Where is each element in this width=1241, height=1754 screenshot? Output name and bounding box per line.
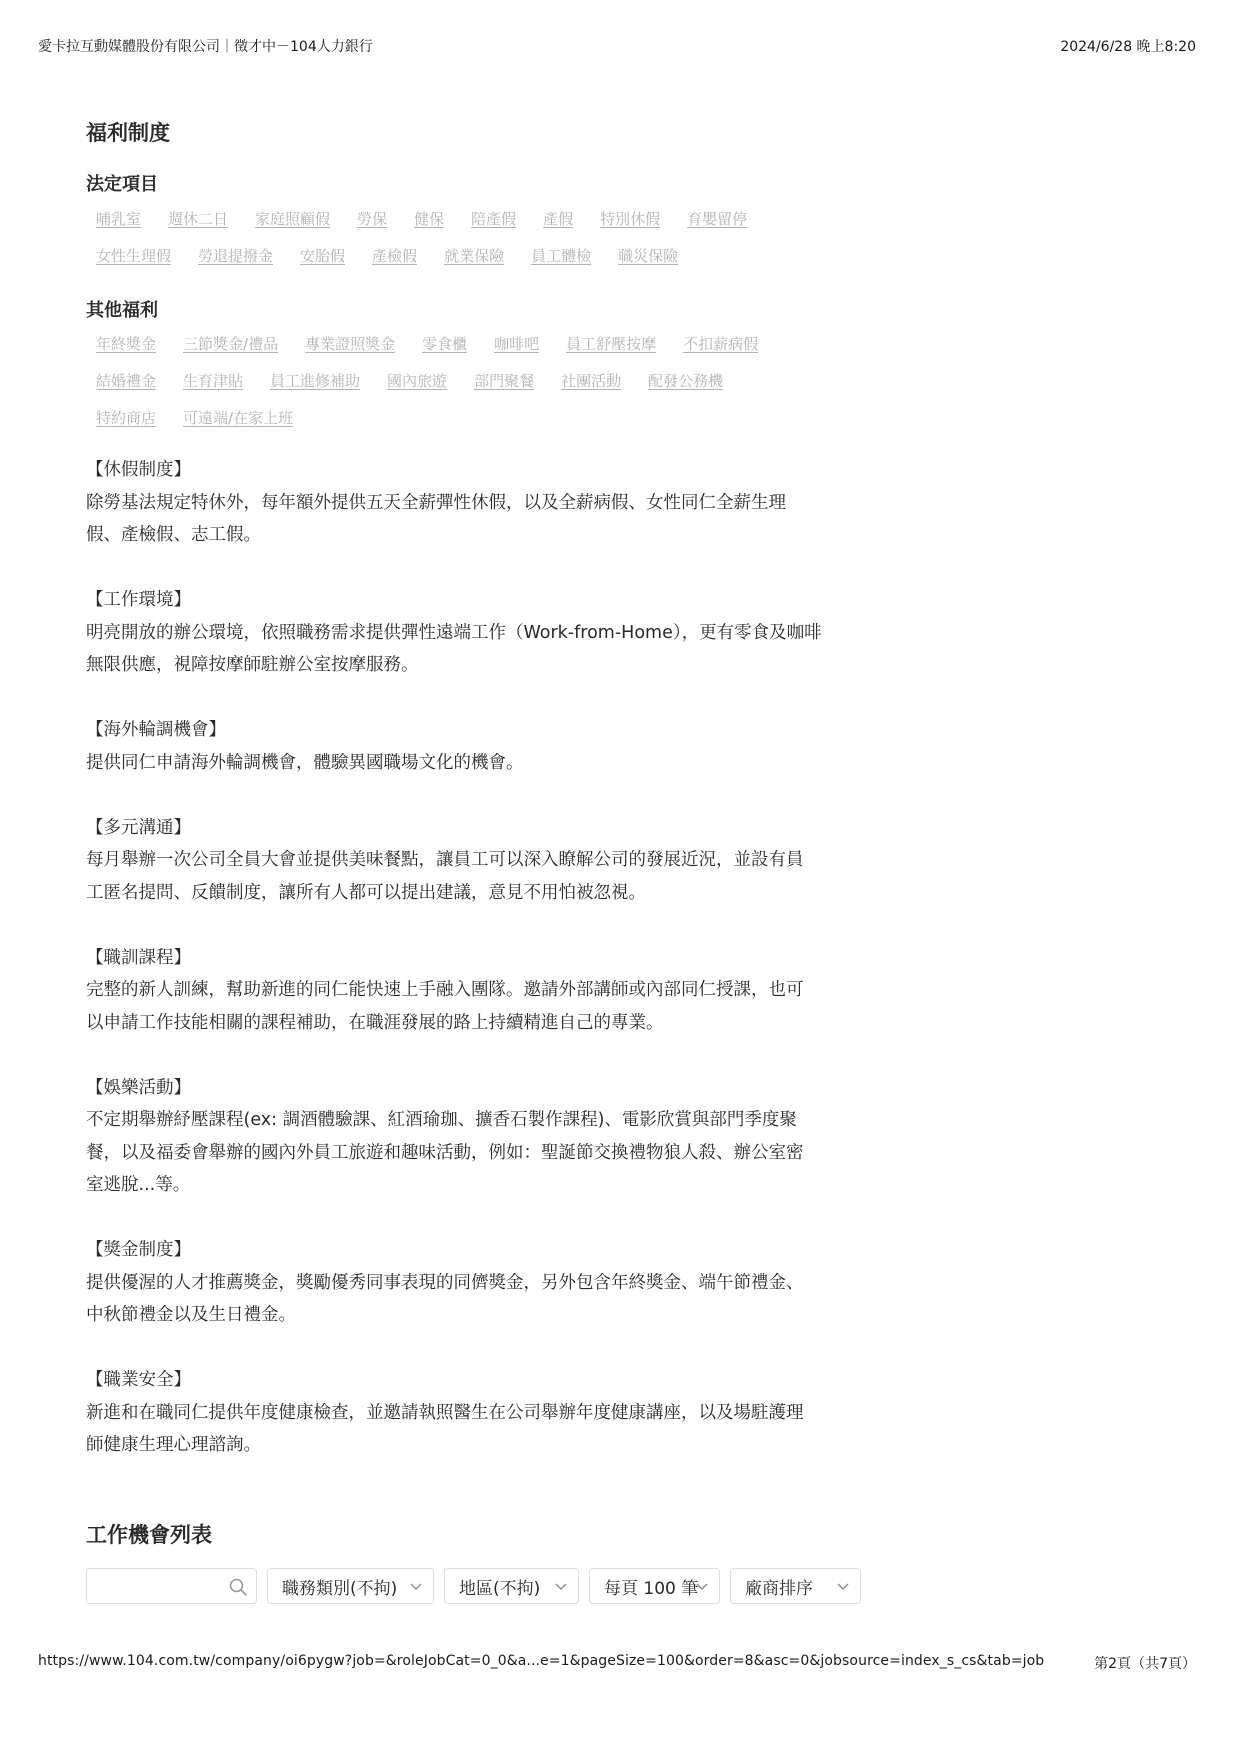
- job-search-box: [86, 1568, 257, 1604]
- benefit-section-title: 【娛樂活動】: [86, 1077, 191, 1098]
- benefit-section-text: 室逃脫...等。: [86, 1175, 191, 1195]
- benefit-tag-link[interactable]: 特別休假: [600, 210, 661, 228]
- benefit-tag-link[interactable]: 結婚禮金: [96, 372, 157, 390]
- chevron-down-icon: [695, 1579, 709, 1593]
- area-label: 地區(不拘): [459, 1578, 541, 1599]
- page-size-select[interactable]: [589, 1568, 720, 1604]
- benefit-section-text: 每月舉辦一次公司全員大會並提供美味餐點，讓員工可以深入瞭解公司的發展近況，並設有員: [86, 850, 804, 870]
- benefit-tag-link[interactable]: 社團活動: [561, 372, 622, 390]
- page-footer-page-number: 第2頁（共7頁）: [1094, 1656, 1196, 1672]
- benefit-section-text: 明亮開放的辦公環境，依照職務需求提供彈性遠端工作（Work-from-Home），更有零食及咖啡: [86, 622, 822, 643]
- benefit-tag-link[interactable]: 育嬰留停: [687, 210, 748, 228]
- benefit-tag-link[interactable]: 員工體檢: [531, 247, 592, 265]
- benefit-section-title: 【休假制度】: [86, 460, 191, 480]
- benefit-section-text: 不定期舉辦紓壓課程(ex: 調酒體驗課、紅酒瑜珈、擴香石製作課程)、電影欣賞與部門季度聚: [86, 1110, 797, 1130]
- benefit-section: [86, 454, 866, 552]
- benefit-section: [86, 1234, 866, 1332]
- benefit-section-text: 工匿名提問、反饋制度，讓所有人都可以提出建議，意見不用怕被忽視。: [86, 882, 646, 903]
- benefit-section-text: 提供同仁申請海外輪調機會，體驗異國職場文化的機會。: [86, 752, 524, 773]
- other-tags-row-3: [96, 407, 320, 428]
- benefit-tag-link[interactable]: 員工舒壓按摩: [566, 335, 657, 353]
- benefit-section-title: 【職業安全】: [86, 1370, 191, 1390]
- job-category-label: 職務類別(不拘): [282, 1578, 398, 1599]
- benefit-tag-link[interactable]: 家庭照顧假: [255, 210, 331, 228]
- benefit-tag-link[interactable]: 零食櫃: [422, 335, 468, 353]
- chevron-down-icon: [554, 1579, 568, 1593]
- benefit-tag-link[interactable]: 配發公務機: [648, 372, 724, 390]
- benefit-tag-link[interactable]: 專業證照獎金: [305, 335, 396, 353]
- benefit-section-text: 除勞基法規定特休外，每年額外提供五天全薪彈性休假，以及全薪病假、女性同仁全薪生理: [86, 492, 786, 513]
- other-benefits-title: 其他福利: [86, 300, 158, 321]
- job-category-select[interactable]: [267, 1568, 434, 1604]
- benefit-section-text: 無限供應，視障按摩師駐辦公室按摩服務。: [86, 655, 419, 675]
- benefit-tag-link[interactable]: 陪產假: [471, 210, 517, 228]
- sort-select[interactable]: [730, 1568, 861, 1604]
- search-icon[interactable]: [228, 1577, 248, 1597]
- benefit-tag-link[interactable]: 職災保險: [618, 247, 679, 265]
- benefit-tag-link[interactable]: 特約商店: [96, 409, 157, 427]
- benefit-tag-link[interactable]: 就業保險: [444, 247, 505, 265]
- benefit-tag-link[interactable]: 國內旅遊: [387, 372, 448, 390]
- benefit-section: [86, 714, 866, 779]
- benefit-section: [86, 1364, 866, 1462]
- benefit-section: [86, 1072, 866, 1202]
- benefit-section: [86, 584, 866, 682]
- benefit-section-text: 餐，以及福委會舉辦的國內外員工旅遊和趣味活動，例如：聖誕節交換禮物狼人殺、辦公室密: [86, 1142, 804, 1163]
- job-search-input[interactable]: [97, 1576, 221, 1596]
- benefit-tag-link[interactable]: 勞退提撥金: [198, 247, 274, 265]
- benefit-section-text: 新進和在職同仁提供年度健康檢查，並邀請執照醫生在公司舉辦年度健康講座，以及場駐護理: [86, 1402, 804, 1423]
- legal-tags-row-1: [96, 208, 774, 229]
- page-footer-url: https://www.104.com.tw/company/oi6pygw?job=&roleJobCat=0_0&a...e=1&pageSize=100&order=8&asc=0&jobsource=index_s_cs&tab=job: [38, 1653, 1045, 1669]
- benefit-section: [86, 942, 866, 1040]
- benefit-section-title: 【海外輪調機會】: [86, 720, 226, 740]
- benefit-tag-link[interactable]: 員工進修補助: [270, 372, 361, 390]
- benefit-section-title: 【工作環境】: [86, 590, 191, 610]
- benefit-tag-link[interactable]: 產假: [543, 210, 574, 228]
- benefit-tag-link[interactable]: 三節獎金/禮品: [183, 335, 279, 353]
- job-list-title: 工作機會列表: [86, 1523, 212, 1547]
- page-header-title: 愛卡拉互動媒體股份有限公司｜徵才中－104人力銀行: [38, 39, 373, 55]
- benefit-tag-link[interactable]: 健保: [414, 210, 445, 228]
- benefit-section-text: 中秋節禮金以及生日禮金。: [86, 1305, 296, 1325]
- benefit-tag-link[interactable]: 女性生理假: [96, 247, 172, 265]
- benefit-tag-link[interactable]: 產檢假: [372, 247, 418, 265]
- benefit-tag-link[interactable]: 可遠端/在家上班: [183, 409, 294, 427]
- benefit-section-text: 提供優渥的人才推薦獎金，獎勵優秀同事表現的同儕獎金，另外包含年終獎金、端午節禮金、: [86, 1272, 804, 1293]
- legal-tags-row-2: [96, 245, 705, 266]
- benefit-section-title: 【多元溝通】: [86, 817, 191, 838]
- chevron-down-icon: [409, 1579, 423, 1593]
- other-tags-row-1: [96, 333, 785, 354]
- benefit-section-text: 假、產檢假、志工假。: [86, 525, 261, 545]
- benefit-tag-link[interactable]: 年終獎金: [96, 335, 157, 353]
- sort-label: 廠商排序: [745, 1578, 813, 1599]
- benefit-tag-link[interactable]: 咖啡吧: [494, 335, 540, 353]
- benefit-tag-link[interactable]: 部門聚餐: [474, 372, 535, 390]
- benefit-tag-link[interactable]: 哺乳室: [96, 210, 142, 228]
- area-select[interactable]: [444, 1568, 579, 1604]
- benefit-tag-link[interactable]: 週休二日: [168, 210, 229, 228]
- benefit-section-title: 【職訓課程】: [86, 947, 191, 968]
- job-filters: [86, 1568, 861, 1604]
- benefit-section-title: 【獎金制度】: [86, 1240, 191, 1260]
- other-tags-row-2: [96, 370, 750, 391]
- benefit-description: [86, 454, 866, 1462]
- benefits-title: 福利制度: [86, 121, 170, 145]
- chevron-down-icon: [836, 1579, 850, 1593]
- benefit-section: [86, 812, 866, 910]
- benefit-section-text: 師健康生理心理諮詢。: [86, 1435, 261, 1455]
- benefit-tag-link[interactable]: 安胎假: [300, 247, 346, 265]
- benefit-section-text: 完整的新人訓練，幫助新進的同仁能快速上手融入團隊。邀請外部講師或內部同仁授課，也可: [86, 980, 804, 1000]
- benefit-tag-link[interactable]: 勞保: [357, 210, 388, 228]
- benefit-section-text: 以申請工作技能相關的課程補助，在職涯發展的路上持續精進自己的專業。: [86, 1012, 664, 1033]
- benefit-tag-link[interactable]: 不扣薪病假: [683, 335, 759, 353]
- page-header-datetime: 2024/6/28 晚上8:20: [1060, 39, 1196, 55]
- legal-items-title: 法定項目: [86, 174, 158, 195]
- page-size-label: 每頁 100 筆: [604, 1578, 699, 1599]
- benefit-tag-link[interactable]: 生育津貼: [183, 372, 244, 390]
